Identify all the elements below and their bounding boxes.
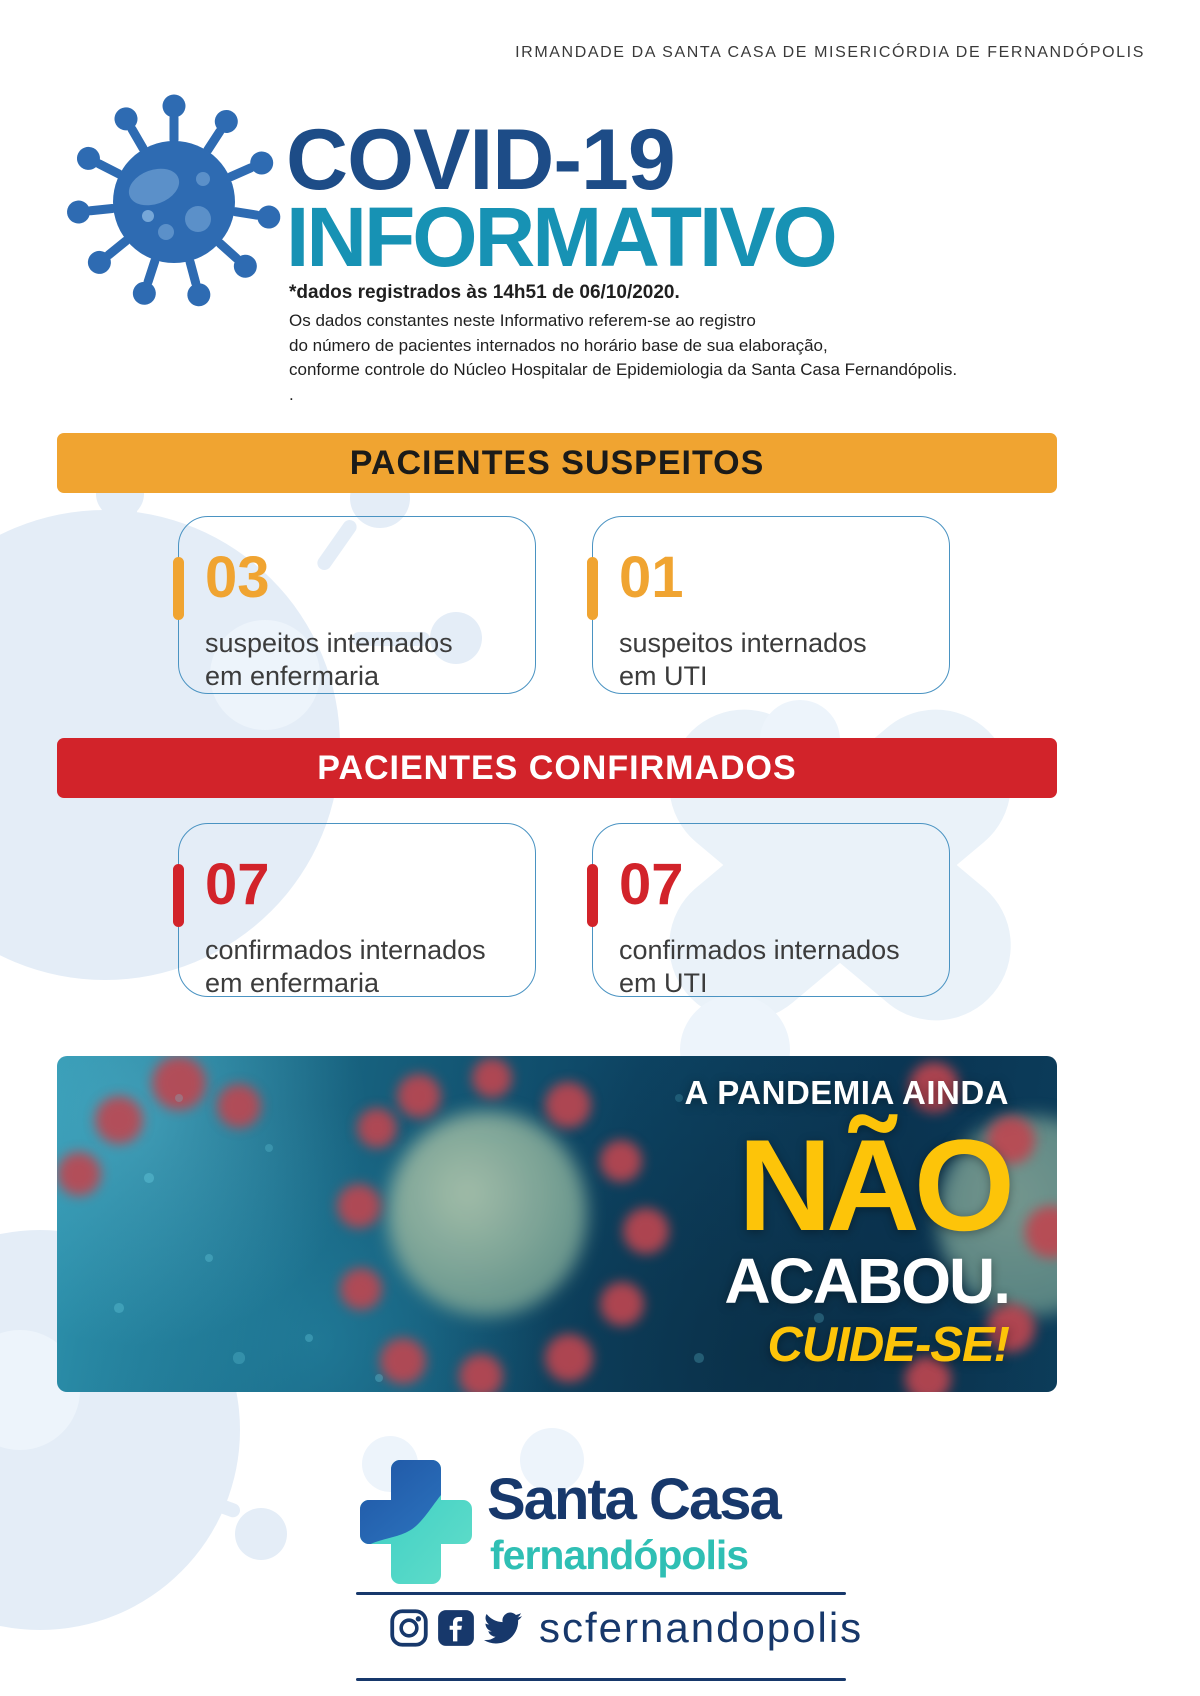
- title-informativo: INFORMATIVO: [286, 189, 835, 284]
- intro-text: [289, 282, 957, 407]
- footer-divider-bottom: [356, 1678, 846, 1681]
- title-covid19: COVID-19: [286, 112, 675, 208]
- brand-name: Santa Casa: [487, 1467, 780, 1532]
- organization-header: IRMANDADE DA SANTA CASA DE MISERICÓRDIA DE FERNANDÓPOLIS: [515, 44, 1145, 61]
- card-suspeitos-uti: [592, 516, 950, 694]
- page-title: [286, 112, 835, 284]
- social-media-row: [390, 1604, 863, 1652]
- data-timestamp-note: *dados registrados às 14h51 de 06/10/2020.: [289, 282, 680, 303]
- accent-bar: [587, 557, 598, 620]
- twitter-icon[interactable]: [484, 1609, 522, 1647]
- facebook-icon[interactable]: [437, 1609, 475, 1647]
- stat-value: 07: [205, 852, 270, 917]
- stat-label: [619, 934, 900, 1000]
- brand-city: fernandópolis: [490, 1532, 749, 1578]
- footer-divider-top: [356, 1592, 846, 1595]
- virus-photo: [387, 1111, 587, 1316]
- stat-label-line: em enfermaria: [205, 661, 380, 691]
- accent-bar: [587, 864, 598, 927]
- banner-label: PACIENTES CONFIRMADOS: [317, 748, 797, 787]
- stat-label-line: suspeitos internados: [619, 628, 867, 658]
- banner-label: PACIENTES SUSPEITOS: [349, 443, 765, 482]
- stat-value: 01: [619, 545, 684, 610]
- banner-pacientes-suspeitos: [57, 433, 1057, 493]
- accent-bar: [173, 864, 184, 927]
- card-confirmados-enfermaria: [178, 823, 536, 997]
- stat-value: 07: [619, 852, 684, 917]
- intro-line: conforme controle do Núcleo Hospitalar de Epidemiologia da Santa Casa Fernandópolis.: [289, 360, 958, 379]
- intro-line: do número de pacientes internados no horário base de sua elaboração,: [289, 335, 828, 355]
- card-suspeitos-enfermaria: [178, 516, 536, 694]
- campaign-line-nao: NÃO: [738, 1112, 1009, 1258]
- stat-label-line: suspeitos internados: [205, 628, 453, 658]
- instagram-icon[interactable]: [390, 1609, 428, 1647]
- bubble-specks: [57, 1056, 61, 1060]
- accent-bar: [173, 557, 184, 620]
- campaign-line-cuidese: CUIDE-SE!: [767, 1318, 1009, 1372]
- card-confirmados-uti: [592, 823, 950, 997]
- stat-label-line: confirmados internados: [205, 935, 486, 965]
- virus-icon: [62, 82, 287, 317]
- stat-label: [205, 934, 486, 1000]
- stat-label-line: confirmados internados: [619, 935, 900, 965]
- social-handle[interactable]: scfernandopolis: [539, 1604, 864, 1651]
- stat-label-line: em UTI: [619, 661, 708, 691]
- campaign-line-1: A PANDEMIA AINDA: [684, 1074, 1009, 1111]
- stat-label-line: em UTI: [619, 968, 708, 998]
- banner-pacientes-confirmados: [57, 738, 1057, 798]
- intro-line: .: [289, 384, 294, 404]
- intro-line: Os dados constantes neste Informativo referem-se ao registro: [289, 311, 756, 330]
- stat-value: 03: [205, 545, 270, 610]
- campaign-photo-banner: [57, 1056, 1057, 1392]
- stat-label: [205, 627, 453, 693]
- stat-label: [619, 627, 867, 693]
- stat-label-line: em enfermaria: [205, 968, 380, 998]
- santa-casa-cross-logo: [360, 1456, 472, 1588]
- campaign-line-acabou: ACABOU.: [724, 1245, 1009, 1317]
- campaign-message: [684, 1074, 1009, 1372]
